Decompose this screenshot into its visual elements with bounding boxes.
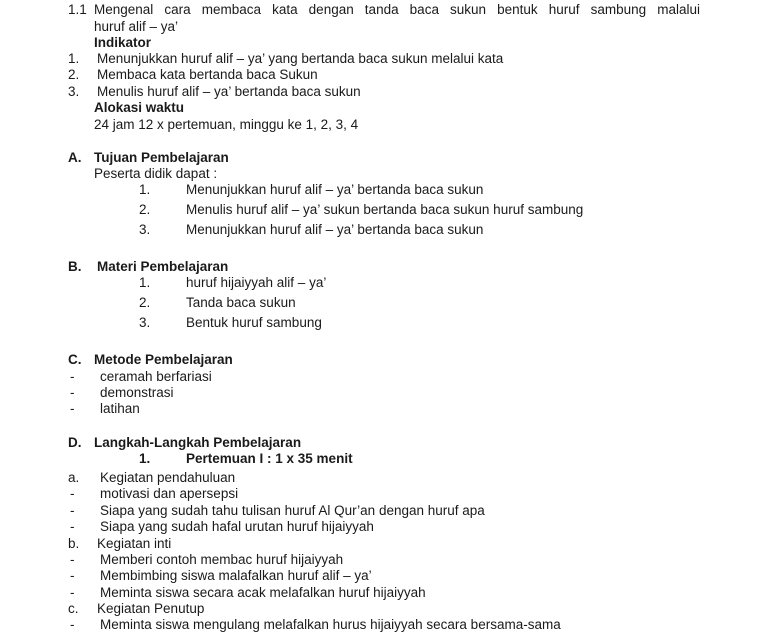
alokasi-text: 24 jam 12 x pertemuan, minggu ke 1, 2, 3, 4 — [94, 117, 359, 132]
materi-item: Tanda baca sukun — [186, 295, 296, 310]
indikator-item: Menunjukkan huruf alif – ya’ yang bertanda baca sukun melalui kata — [97, 51, 504, 66]
kegiatan-item: motivasi dan apersepsi — [100, 486, 239, 501]
kegiatan-item: Meminta siswa mengulang melafalkan hurus hijaiyyah secara bersama-sama — [100, 617, 561, 632]
materi-num: 3. — [139, 315, 151, 330]
kegiatan-dash: - — [70, 552, 75, 567]
materi-heading: Materi Pembelajaran — [97, 259, 229, 274]
kompetensi-number: 1.1 — [68, 2, 87, 17]
section-letter: B. — [68, 259, 82, 274]
tujuan-num: 3. — [139, 222, 151, 237]
tujuan-num: 1. — [139, 182, 151, 197]
materi-num: 1. — [139, 275, 151, 290]
section-letter: C. — [68, 352, 82, 367]
indikator-item: Membaca kata bertanda baca Sukun — [97, 67, 318, 82]
metode-heading: Metode Pembelajaran — [94, 352, 233, 367]
kompetensi-text-line1: Mengenal cara membaca kata dengan tanda baca sukun bentuk huruf sambung malalui — [94, 2, 700, 17]
indikator-item: Menulis huruf alif – ya’ bertanda baca sukun — [97, 84, 361, 99]
langkah-heading: Langkah-Langkah Pembelajaran — [94, 435, 302, 450]
pertemuan-num: 1. — [139, 451, 151, 466]
kegiatan-item: Siapa yang sudah hafal urutan huruf hijaiyyah — [100, 519, 374, 534]
kegiatan-title: Kegiatan pendahuluan — [100, 470, 236, 485]
alokasi-heading: Alokasi waktu — [94, 100, 185, 115]
tujuan-num: 2. — [139, 202, 151, 217]
kegiatan-label: a. — [68, 470, 80, 485]
indikator-num: 3. — [68, 84, 80, 99]
kegiatan-dash: - — [70, 503, 75, 518]
kegiatan-item: Meminta siswa secara acak melafalkan huruf hijaiyyah — [100, 585, 426, 600]
metode-item: demonstrasi — [100, 385, 174, 400]
section-letter: D. — [68, 435, 82, 450]
kegiatan-item: Siapa yang sudah tahu tulisan huruf Al Qur’an dengan huruf apa — [100, 503, 485, 518]
section-letter: A. — [68, 150, 82, 165]
kompetensi-text-line2: huruf alif – ya’ — [94, 19, 179, 34]
kegiatan-item: Membimbing siswa malafalkan huruf alif – ya’ — [100, 568, 372, 583]
tujuan-item: Menulis huruf alif – ya’ sukun bertanda baca sukun huruf sambung — [186, 202, 584, 217]
metode-dash: - — [70, 401, 75, 416]
pertemuan-title: Pertemuan I : 1 x 35 menit — [186, 451, 353, 466]
kegiatan-label: c. — [68, 601, 79, 616]
kegiatan-title: Kegiatan Penutup — [97, 601, 205, 616]
kegiatan-dash: - — [70, 486, 75, 501]
metode-dash: - — [70, 385, 75, 400]
metode-item: latihan — [100, 401, 140, 416]
materi-item: Bentuk huruf sambung — [186, 315, 322, 330]
kegiatan-title: Kegiatan inti — [97, 536, 172, 551]
tujuan-heading: Tujuan Pembelajaran — [94, 150, 229, 165]
indikator-num: 1. — [68, 51, 80, 66]
tujuan-item: Menunjukkan huruf alif – ya’ bertanda baca sukun — [186, 182, 484, 197]
kegiatan-item: Memberi contoh membac huruf hijaiyyah — [100, 552, 344, 567]
indikator-num: 2. — [68, 67, 80, 82]
indikator-heading: Indikator — [94, 35, 152, 50]
metode-item: ceramah berfariasi — [100, 369, 212, 384]
tujuan-intro: Peserta didik dapat : — [94, 166, 218, 181]
kegiatan-dash: - — [70, 519, 75, 534]
kegiatan-dash: - — [70, 585, 75, 600]
kegiatan-dash: - — [70, 617, 75, 632]
materi-num: 2. — [139, 295, 151, 310]
kegiatan-dash: - — [70, 568, 75, 583]
kegiatan-label: b. — [68, 536, 80, 551]
metode-dash: - — [70, 369, 75, 384]
materi-item: huruf hijaiyyah alif – ya’ — [186, 275, 327, 290]
tujuan-item: Menunjukkan huruf alif – ya’ bertanda baca sukun — [186, 222, 484, 237]
